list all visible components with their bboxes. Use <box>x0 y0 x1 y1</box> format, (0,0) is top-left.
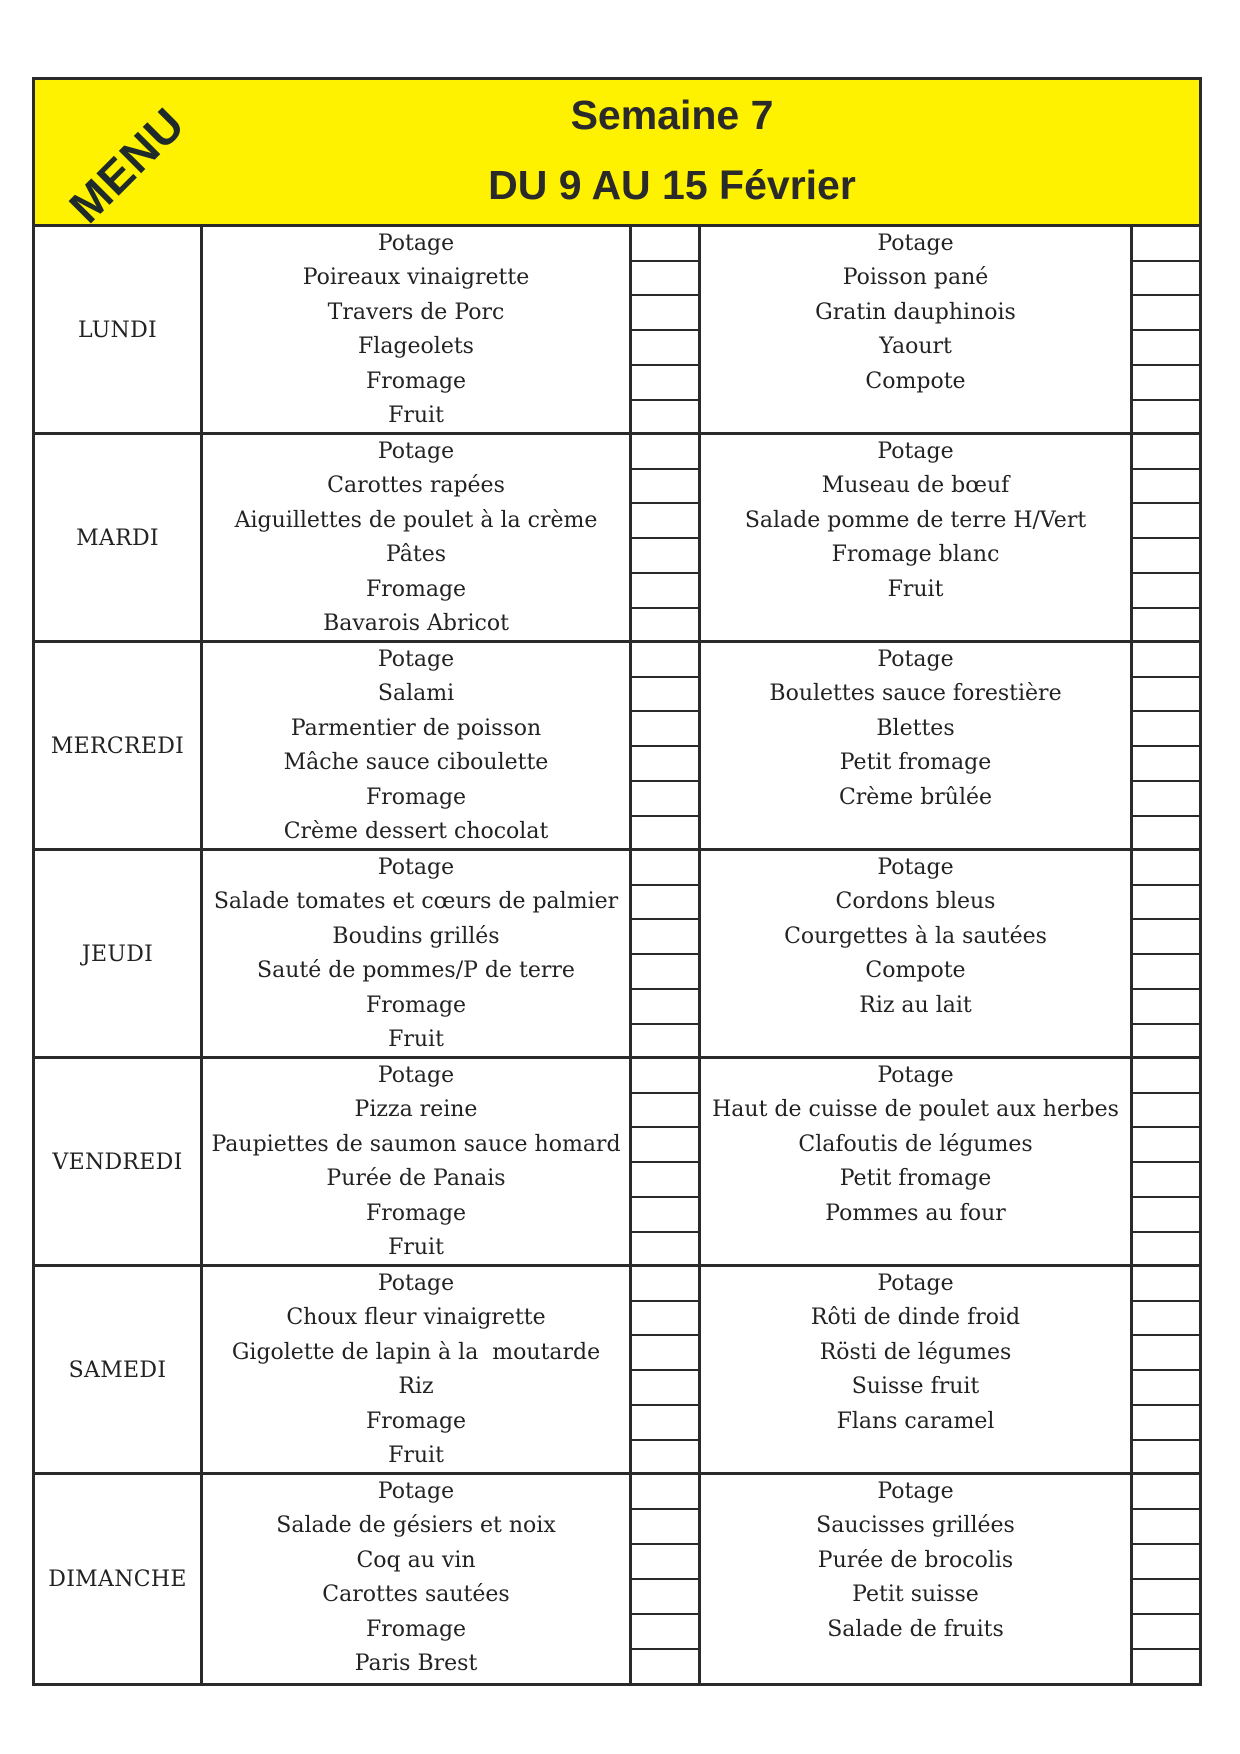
menu-item: Bavarois Abricot <box>323 610 509 636</box>
menu-item: Potage <box>877 439 954 464</box>
checkbox-slot[interactable] <box>1133 782 1199 817</box>
checkbox-slot[interactable] <box>1133 470 1199 505</box>
day-label: MARDI <box>35 435 203 641</box>
menu-item: Crème brûlée <box>838 784 993 810</box>
menu-item: Pâtes <box>385 542 447 568</box>
checkbox-slot[interactable] <box>632 296 698 331</box>
menu-item: Poisson pané <box>842 265 989 291</box>
checkbox-slot[interactable] <box>632 435 698 470</box>
menu-item: Travers de Porc <box>327 299 505 325</box>
checkbox-slot[interactable] <box>632 331 698 366</box>
lunch-menu <box>203 227 632 433</box>
menu-item: Aiguillettes de poulet à la crème <box>234 507 598 533</box>
lunch-checkbox-column <box>632 1475 701 1683</box>
checkbox-slot[interactable] <box>1133 886 1199 921</box>
week-title: Semaine 7 <box>570 92 774 138</box>
menu-table <box>35 227 1199 1683</box>
checkbox-slot[interactable] <box>1133 574 1199 609</box>
lunch-checkbox-column <box>632 1059 701 1265</box>
dinner-checkbox-column <box>1133 1475 1199 1683</box>
menu-item: Fromage <box>365 1616 467 1642</box>
checkbox-slot[interactable] <box>632 1128 698 1163</box>
checkbox-slot[interactable] <box>1133 1615 1199 1650</box>
checkbox-slot[interactable] <box>632 1198 698 1233</box>
menu-item: Fruit <box>388 1234 444 1260</box>
checkbox-slot[interactable] <box>1133 1025 1199 1058</box>
checkbox-slot[interactable] <box>1133 1059 1199 1094</box>
lunch-checkbox-column <box>632 851 701 1057</box>
menu-item: Fruit <box>388 402 444 428</box>
menu-stamp: MENU <box>59 97 195 233</box>
lunch-menu <box>203 643 632 849</box>
checkbox-slot[interactable] <box>1133 678 1199 713</box>
checkbox-slot[interactable] <box>632 1302 698 1337</box>
checkbox-slot[interactable] <box>632 1025 698 1058</box>
menu-item: Carottes rapées <box>327 473 505 499</box>
menu-item: Boudins grillés <box>332 923 500 949</box>
checkbox-slot[interactable] <box>632 1406 698 1441</box>
checkbox-slot[interactable] <box>1133 643 1199 678</box>
menu-item: Fruit <box>887 576 944 602</box>
day-row-jeudi <box>35 851 1199 1059</box>
day-label: DIMANCHE <box>35 1475 203 1683</box>
menu-item: Potage <box>377 1479 455 1504</box>
checkbox-slot[interactable] <box>1133 296 1199 331</box>
menu-item: Potage <box>377 439 455 464</box>
checkbox-slot[interactable] <box>1133 817 1199 850</box>
lunch-menu <box>203 1267 632 1473</box>
menu-item <box>701 607 1130 641</box>
menu-item: Boulettes sauce forestière <box>769 681 1062 707</box>
menu-item: Flans caramel <box>836 1408 995 1434</box>
checkbox-slot[interactable] <box>1133 1094 1199 1129</box>
checkbox-slot[interactable] <box>632 1094 698 1129</box>
checkbox-slot[interactable] <box>632 227 698 262</box>
menu-item: Rôti de dinde froid <box>810 1305 1021 1331</box>
menu-item: Fromage <box>365 784 467 810</box>
checkbox-slot[interactable] <box>1133 401 1199 434</box>
checkbox-slot[interactable] <box>632 1267 698 1302</box>
menu-item: Potage <box>877 647 954 672</box>
menu-item: Purée de Panais <box>326 1166 506 1192</box>
menu-item: Salade de gésiers et noix <box>276 1513 556 1539</box>
menu-item: Salade tomates et cœurs de palmier <box>213 889 619 915</box>
checkbox-slot[interactable] <box>632 712 698 747</box>
checkbox-slot[interactable] <box>632 1475 698 1510</box>
menu-item: Rösti de légumes <box>819 1339 1012 1365</box>
menu-item: Salade pomme de terre H/Vert <box>744 507 1087 533</box>
menu-item: Potage <box>377 1271 455 1296</box>
menu-sheet <box>32 77 1202 1686</box>
checkbox-slot[interactable] <box>1133 1371 1199 1406</box>
checkbox-slot[interactable] <box>632 1336 698 1371</box>
menu-item: Potage <box>377 1063 455 1088</box>
checkbox-slot[interactable] <box>1133 1128 1199 1163</box>
day-row-mardi <box>35 435 1199 643</box>
menu-item: Petit fromage <box>839 750 992 776</box>
checkbox-slot[interactable] <box>632 401 698 434</box>
date-range-title: DU 9 AU 15 Février <box>488 162 856 208</box>
menu-item: Fromage <box>365 992 467 1018</box>
checkbox-slot[interactable] <box>632 504 698 539</box>
menu-item: Paris Brest <box>354 1650 478 1676</box>
checkbox-slot[interactable] <box>1133 1302 1199 1337</box>
checkbox-slot[interactable] <box>1133 955 1199 990</box>
dinner-menu <box>701 1267 1133 1473</box>
lunch-checkbox-column <box>632 643 701 849</box>
dinner-checkbox-column <box>1133 227 1199 433</box>
menu-item: Purée de brocolis <box>817 1547 1014 1573</box>
lunch-menu <box>203 1059 632 1265</box>
dinner-menu <box>701 1059 1133 1265</box>
day-row-mercredi <box>35 643 1199 851</box>
checkbox-slot[interactable] <box>632 1615 698 1650</box>
checkbox-slot[interactable] <box>632 851 698 886</box>
menu-item: Yaourt <box>879 334 952 360</box>
checkbox-slot[interactable] <box>632 1441 698 1474</box>
menu-item: Suisse fruit <box>851 1374 980 1400</box>
dinner-checkbox-column <box>1133 1059 1199 1265</box>
lunch-menu <box>203 1475 632 1683</box>
checkbox-slot[interactable] <box>632 1580 698 1615</box>
menu-item: Petit fromage <box>839 1166 992 1192</box>
lunch-menu <box>203 435 632 641</box>
menu-item <box>701 1231 1130 1265</box>
checkbox-slot[interactable] <box>632 782 698 817</box>
checkbox-slot[interactable] <box>632 539 698 574</box>
menu-item: Poireaux vinaigrette <box>302 265 530 291</box>
dinner-menu <box>701 435 1133 641</box>
checkbox-slot[interactable] <box>1133 366 1199 401</box>
checkbox-slot[interactable] <box>1133 227 1199 262</box>
menu-item: Paupiettes de saumon sauce homard <box>211 1131 621 1157</box>
day-row-dimanche <box>35 1475 1199 1683</box>
menu-item: Potage <box>877 1479 954 1504</box>
menu-item: Blettes <box>876 715 955 741</box>
menu-item: Fromage <box>365 576 467 602</box>
checkbox-slot[interactable] <box>632 1510 698 1545</box>
checkbox-slot[interactable] <box>1133 1267 1199 1302</box>
checkbox-slot[interactable] <box>632 990 698 1025</box>
menu-item: Carottes sautées <box>322 1582 510 1608</box>
menu-item: Potage <box>877 1271 954 1296</box>
menu-item: Salami <box>377 681 455 707</box>
menu-item: Petit suisse <box>852 1582 979 1608</box>
menu-item: Haut de cuisse de poulet aux herbes <box>712 1097 1119 1123</box>
checkbox-slot[interactable] <box>632 1371 698 1406</box>
menu-item: Museau de bœuf <box>821 473 1010 499</box>
menu-item <box>701 815 1130 849</box>
menu-item: Fromage <box>365 1408 467 1434</box>
menu-item: Riz <box>398 1374 434 1400</box>
checkbox-slot[interactable] <box>632 574 698 609</box>
menu-item: Coq au vin <box>356 1547 476 1573</box>
checkbox-slot[interactable] <box>632 609 698 642</box>
menu-item: Mâche sauce ciboulette <box>283 750 549 776</box>
dinner-menu <box>701 227 1133 433</box>
dinner-menu <box>701 851 1133 1057</box>
menu-header <box>35 80 1199 233</box>
day-label: SAMEDI <box>35 1267 203 1473</box>
menu-item <box>701 1023 1130 1057</box>
menu-item: Crème dessert chocolat <box>283 818 549 844</box>
checkbox-slot[interactable] <box>1133 504 1199 539</box>
checkbox-slot[interactable] <box>632 1650 698 1683</box>
menu-item: Potage <box>377 231 455 256</box>
dinner-menu <box>701 1475 1133 1683</box>
lunch-checkbox-column <box>632 435 701 641</box>
checkbox-slot[interactable] <box>1133 1545 1199 1580</box>
day-row-samedi <box>35 1267 1199 1475</box>
lunch-menu <box>203 851 632 1057</box>
checkbox-slot[interactable] <box>632 886 698 921</box>
checkbox-slot[interactable] <box>1133 1233 1199 1266</box>
checkbox-slot[interactable] <box>1133 1163 1199 1198</box>
checkbox-slot[interactable] <box>1133 747 1199 782</box>
dinner-menu <box>701 643 1133 849</box>
menu-item: Flageolets <box>358 334 474 360</box>
menu-item: Cordons bleus <box>835 889 996 915</box>
menu-item: Courgettes à la sautées <box>784 923 1047 949</box>
checkbox-slot[interactable] <box>1133 1475 1199 1510</box>
menu-item: Potage <box>377 855 455 880</box>
checkbox-slot[interactable] <box>632 955 698 990</box>
checkbox-slot[interactable] <box>1133 609 1199 642</box>
day-label: VENDREDI <box>35 1059 203 1265</box>
checkbox-slot[interactable] <box>1133 1441 1199 1474</box>
menu-item: Salade de fruits <box>827 1616 1004 1642</box>
day-label: JEUDI <box>35 851 203 1057</box>
lunch-checkbox-column <box>632 1267 701 1473</box>
day-row-vendredi <box>35 1059 1199 1267</box>
day-row-lundi <box>35 227 1199 435</box>
menu-item: Fromage <box>365 368 467 394</box>
checkbox-slot[interactable] <box>632 678 698 713</box>
dinner-checkbox-column <box>1133 435 1199 641</box>
menu-item: Compote <box>865 368 966 394</box>
menu-item: Potage <box>877 231 954 256</box>
checkbox-slot[interactable] <box>1133 990 1199 1025</box>
checkbox-slot[interactable] <box>1133 262 1199 297</box>
checkbox-slot[interactable] <box>1133 1198 1199 1233</box>
menu-item: Pommes au four <box>825 1200 1006 1226</box>
lunch-checkbox-column <box>632 227 701 433</box>
menu-item: Parmentier de poisson <box>290 715 542 741</box>
menu-item: Fromage blanc <box>831 542 1000 568</box>
checkbox-slot[interactable] <box>632 1059 698 1094</box>
checkbox-slot[interactable] <box>632 643 698 678</box>
dinner-checkbox-column <box>1133 643 1199 849</box>
checkbox-slot[interactable] <box>1133 851 1199 886</box>
menu-item: Gratin dauphinois <box>815 299 1016 325</box>
day-label: MERCREDI <box>35 643 203 849</box>
checkbox-slot[interactable] <box>1133 1650 1199 1683</box>
menu-item: Potage <box>877 855 954 880</box>
menu-item: Compote <box>865 958 966 984</box>
menu-item <box>701 1439 1130 1473</box>
checkbox-slot[interactable] <box>1133 920 1199 955</box>
menu-item: Choux fleur vinaigrette <box>286 1305 546 1331</box>
menu-item: Fromage <box>365 1200 467 1226</box>
checkbox-slot[interactable] <box>632 366 698 401</box>
checkbox-slot[interactable] <box>1133 1580 1199 1615</box>
checkbox-slot[interactable] <box>1133 1406 1199 1441</box>
menu-item: Gigolette de lapin à la moutarde <box>231 1339 601 1365</box>
menu-item: Fruit <box>388 1026 444 1052</box>
checkbox-slot[interactable] <box>632 1163 698 1198</box>
menu-item: Pizza reine <box>354 1097 478 1123</box>
checkbox-slot[interactable] <box>1133 539 1199 574</box>
checkbox-slot[interactable] <box>632 817 698 850</box>
day-label: LUNDI <box>35 227 203 433</box>
checkbox-slot[interactable] <box>1133 712 1199 747</box>
checkbox-slot[interactable] <box>632 1233 698 1266</box>
checkbox-slot[interactable] <box>1133 331 1199 366</box>
menu-item: Fruit <box>388 1442 444 1468</box>
menu-item: Riz au lait <box>859 992 972 1018</box>
menu-item <box>701 1647 1130 1681</box>
checkbox-slot[interactable] <box>1133 1510 1199 1545</box>
checkbox-slot[interactable] <box>1133 435 1199 470</box>
checkbox-slot[interactable] <box>1133 1336 1199 1371</box>
menu-item: Clafoutis de légumes <box>798 1131 1033 1157</box>
checkbox-slot[interactable] <box>632 262 698 297</box>
dinner-checkbox-column <box>1133 1267 1199 1473</box>
dinner-checkbox-column <box>1133 851 1199 1057</box>
checkbox-slot[interactable] <box>632 920 698 955</box>
checkbox-slot[interactable] <box>632 747 698 782</box>
checkbox-slot[interactable] <box>632 470 698 505</box>
menu-item: Potage <box>877 1063 954 1088</box>
checkbox-slot[interactable] <box>632 1545 698 1580</box>
menu-item: Saucisses grillées <box>816 1513 1015 1539</box>
menu-item <box>701 399 1130 433</box>
menu-item: Potage <box>377 647 455 672</box>
menu-item: Sauté de pommes/P de terre <box>257 958 575 984</box>
